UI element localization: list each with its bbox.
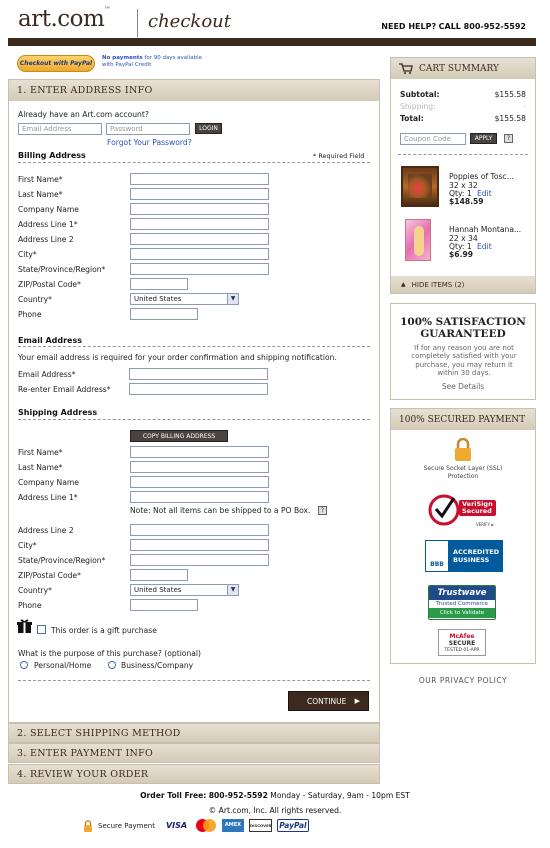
guarantee-title-line1: 100% SATISFACTION	[400, 316, 526, 328]
trustwave-subtitle: Trusted Commerce	[436, 601, 488, 607]
cart-summary-header	[391, 58, 535, 79]
chevron-down-icon: ▼	[227, 585, 238, 595]
amex-logo: AMEX	[222, 819, 244, 832]
shipping-city-label: City*	[18, 541, 37, 550]
bbb-text	[448, 541, 502, 571]
verisign-line1: VeriSign	[462, 500, 493, 508]
divider	[18, 346, 370, 347]
billing-country-label: Country*	[18, 295, 52, 304]
email-input[interactable]	[129, 368, 268, 380]
billing-first-label: First Name*	[18, 175, 63, 184]
secured-payment-header: 100% SECURED PAYMENT	[391, 409, 535, 430]
login-password-input[interactable]: Password	[106, 123, 190, 135]
paypal-checkout-button[interactable]: Checkout with PayPal	[17, 55, 95, 72]
shipping-company-input[interactable]	[130, 476, 269, 488]
shipping-addr2-input[interactable]	[130, 524, 269, 536]
billing-addr2-input[interactable]	[130, 233, 269, 245]
shipping-country-label: Country*	[18, 586, 52, 595]
help-icon[interactable]: ?	[318, 506, 327, 515]
paypal-credit-note	[102, 55, 212, 69]
help-label: NEED HELP?	[381, 22, 437, 31]
shipping-first-input[interactable]	[130, 446, 269, 458]
billing-company-label: Company Name	[18, 205, 79, 214]
guarantee-title	[390, 316, 536, 340]
shipping-first-label: First Name*	[18, 448, 63, 457]
verisign-line2: Secured	[462, 507, 492, 515]
billing-last-input[interactable]	[130, 188, 269, 200]
reenter-email-input[interactable]	[129, 383, 268, 395]
mcafee-line2: SECURE	[448, 640, 476, 647]
section-header-payment[interactable]: 3. ENTER PAYMENT INFO	[8, 743, 380, 763]
hide-items-toggle[interactable]	[391, 276, 535, 293]
item-edit-link[interactable]: Edit	[477, 242, 492, 251]
login-email-input[interactable]: Email Address	[18, 123, 102, 135]
item-price: $148.59	[449, 197, 484, 206]
footer-hours: Monday - Saturday, 9am - 10pm EST	[270, 791, 410, 800]
cart-icon	[399, 63, 413, 74]
billing-zip-input[interactable]	[130, 278, 188, 290]
padlock-icon	[453, 438, 473, 462]
shipping-phone-label: Phone	[18, 601, 42, 610]
item-edit-link[interactable]: Edit	[477, 189, 492, 198]
section-header-address[interactable]: 1. ENTER ADDRESS INFO	[9, 80, 379, 101]
verisign-label	[459, 500, 496, 516]
header-bar	[8, 38, 536, 46]
paypal-note-bold: No payments	[102, 55, 143, 61]
arrow-right-icon: ▶	[354, 697, 360, 705]
logo-text: art.com	[18, 6, 105, 32]
artwork-image	[414, 226, 424, 256]
item-price: $6.99	[449, 250, 474, 259]
help-icon[interactable]: ?	[504, 134, 513, 143]
bbb-line2: BUSINESS	[453, 556, 490, 564]
billing-state-label: State/Province/Region*	[18, 265, 106, 274]
mcafee-line1: McAfee	[449, 633, 475, 640]
subtotal-value: $155.58	[494, 90, 526, 99]
divider	[18, 419, 370, 420]
trustwave-title: Trustwave	[429, 586, 495, 600]
subtotal-label: Subtotal:	[400, 90, 440, 99]
email-note: Your email address is required for your order confirmation and shipping notification.	[18, 353, 337, 362]
product-thumbnail[interactable]	[405, 219, 431, 261]
shipping-row	[400, 102, 526, 111]
section-header-review[interactable]: 4. REVIEW YOUR ORDER	[8, 764, 380, 784]
billing-phone-input[interactable]	[130, 308, 198, 320]
ssl-text: Secure Socket Layer (SSL) Protection	[423, 465, 503, 480]
purpose-personal-label: Personal/Home	[34, 661, 92, 670]
total-label: Total:	[400, 114, 424, 123]
gift-icon	[17, 619, 32, 634]
divider	[18, 162, 370, 163]
billing-addr1-label: Address Line 1*	[18, 220, 78, 229]
billing-company-input[interactable]	[130, 203, 269, 215]
purpose-business-label: Business/Company	[121, 661, 194, 670]
footer-phone-line	[0, 791, 550, 800]
item-qty: Qty: 1	[449, 242, 472, 251]
shipping-addr2-label: Address Line 2	[18, 526, 74, 535]
required-note: * Required Field	[313, 152, 365, 160]
footer-copyright: © Art.com, Inc. All rights reserved.	[208, 806, 342, 815]
paypal-logo: PayPal	[277, 819, 309, 832]
help-phone: CALL 800-952-5592	[438, 22, 526, 31]
shipping-state-label: State/Province/Region*	[18, 556, 106, 565]
product-thumbnail[interactable]	[401, 166, 439, 207]
bbb-badge[interactable]	[425, 540, 503, 572]
shipping-phone-input[interactable]	[130, 599, 198, 611]
continue-button[interactable]	[288, 691, 369, 711]
header-divider	[137, 9, 138, 37]
padlock-icon	[83, 820, 93, 832]
shipping-value: -	[523, 102, 526, 111]
apply-coupon-button[interactable]: APPLY	[470, 133, 497, 144]
item-name[interactable]: Poppies of Tosc...	[449, 172, 514, 181]
verify-text: VERIFY ►	[476, 522, 495, 527]
footer-payment-row	[83, 819, 309, 832]
visa-logo: VISA	[165, 821, 188, 830]
verisign-check-icon	[428, 492, 460, 526]
copy-billing-button[interactable]: COPY BILLING ADDRESS	[130, 430, 228, 442]
item-name[interactable]: Hannah Montana...	[449, 225, 522, 234]
mcafee-badge[interactable]	[438, 629, 486, 656]
shipping-label: Shipping:	[400, 102, 436, 111]
page-title: checkout	[148, 11, 231, 32]
reenter-email-label: Re-enter Email Address*	[18, 385, 111, 394]
billing-first-input[interactable]	[130, 173, 269, 185]
artwork-image	[408, 174, 432, 198]
triangle-up-icon: ▲	[401, 281, 406, 288]
shipping-zip-label: ZIP/Postal Code*	[18, 571, 81, 580]
po-box-note: Note: Not all items can be shipped to a PO Box.	[130, 506, 311, 515]
shipping-country-select[interactable]	[130, 584, 239, 596]
item-size: 32 x 32	[449, 181, 478, 190]
purpose-business-radio[interactable]	[108, 661, 116, 669]
hide-items-label: HIDE ITEMS (2)	[411, 280, 465, 289]
logo-tm: ™	[104, 6, 110, 13]
billing-city-input[interactable]	[130, 248, 269, 260]
shipping-addr1-label: Address Line 1*	[18, 493, 78, 502]
billing-phone-label: Phone	[18, 310, 42, 319]
trustwave-badge[interactable]	[428, 585, 496, 620]
item-qty: Qty: 1	[449, 189, 472, 198]
total-value: $155.58	[494, 114, 526, 123]
mastercard-logo	[195, 819, 217, 832]
coupon-input[interactable]: Coupon Code	[400, 133, 466, 145]
purpose-question: What is the purpose of this purchase? (optional)	[18, 649, 201, 658]
help-contact	[381, 22, 526, 31]
divider	[398, 154, 528, 155]
email-label: Email Address*	[18, 370, 76, 379]
chevron-down-icon: ▼	[227, 294, 238, 304]
footer-phone: 800-952-5592	[208, 791, 268, 800]
login-button[interactable]: LOGIN	[195, 123, 222, 134]
bbb-logo: BBB	[426, 541, 448, 571]
gift-label: This order is a gift purchase	[51, 626, 157, 635]
trustwave-validate: Click to Validate	[429, 608, 495, 618]
billing-country-select[interactable]	[130, 293, 239, 305]
total-row	[400, 114, 526, 123]
footer-secure-label: Secure Payment	[98, 821, 155, 830]
shipping-addr1-input[interactable]	[130, 491, 269, 503]
email-title: Email Address	[18, 336, 83, 345]
mcafee-line3: TESTED 01-APR	[444, 648, 480, 653]
billing-state-input[interactable]	[130, 263, 269, 275]
verisign-badge[interactable]	[428, 492, 500, 528]
shipping-last-label: Last Name*	[18, 463, 63, 472]
shipping-title: Shipping Address	[18, 408, 98, 417]
billing-zip-label: ZIP/Postal Code*	[18, 280, 81, 289]
purpose-personal-radio[interactable]	[20, 661, 28, 669]
billing-last-label: Last Name*	[18, 190, 63, 199]
subtotal-row	[400, 90, 526, 99]
guarantee-text: If for any reason you are not completely satisfied with your purchase, you may return it within 30 days.	[411, 344, 517, 377]
forgot-password-link[interactable]: Forgot Your Password?	[107, 138, 192, 147]
paypal-note-text: for 90 days available with PayPal Credit	[102, 55, 203, 68]
cart-summary-title: CART SUMMARY	[419, 63, 499, 74]
shipping-city-input[interactable]	[130, 539, 269, 551]
billing-city-label: City*	[18, 250, 37, 259]
privacy-policy-link[interactable]: OUR PRIVACY POLICY	[418, 676, 508, 685]
billing-country-value: United States	[134, 295, 182, 303]
section-header-shipping[interactable]: 2. SELECT SHIPPING METHOD	[8, 723, 380, 743]
shipping-company-label: Company Name	[18, 478, 79, 487]
shipping-state-input[interactable]	[130, 554, 269, 566]
divider	[18, 680, 370, 681]
continue-label: CONTINUE	[307, 696, 347, 706]
see-details-link[interactable]: See Details	[441, 382, 485, 391]
gift-checkbox[interactable]	[37, 625, 46, 634]
guarantee-title-line2: GUARANTEED	[420, 328, 506, 340]
shipping-zip-input[interactable]	[130, 569, 188, 581]
shipping-country-value: United States	[134, 586, 182, 594]
item-size: 22 x 34	[449, 234, 478, 243]
site-logo[interactable]	[18, 6, 110, 32]
bbb-line1: ACCREDITED	[453, 548, 500, 556]
discover-logo: DISCOVER	[249, 819, 272, 832]
billing-addr1-input[interactable]	[130, 218, 269, 230]
footer-toll-label: Order Toll Free:	[140, 791, 207, 800]
shipping-last-input[interactable]	[130, 461, 269, 473]
login-prompt: Already have an Art.com account?	[18, 110, 149, 119]
billing-addr2-label: Address Line 2	[18, 235, 74, 244]
billing-title: Billing Address	[18, 151, 86, 160]
